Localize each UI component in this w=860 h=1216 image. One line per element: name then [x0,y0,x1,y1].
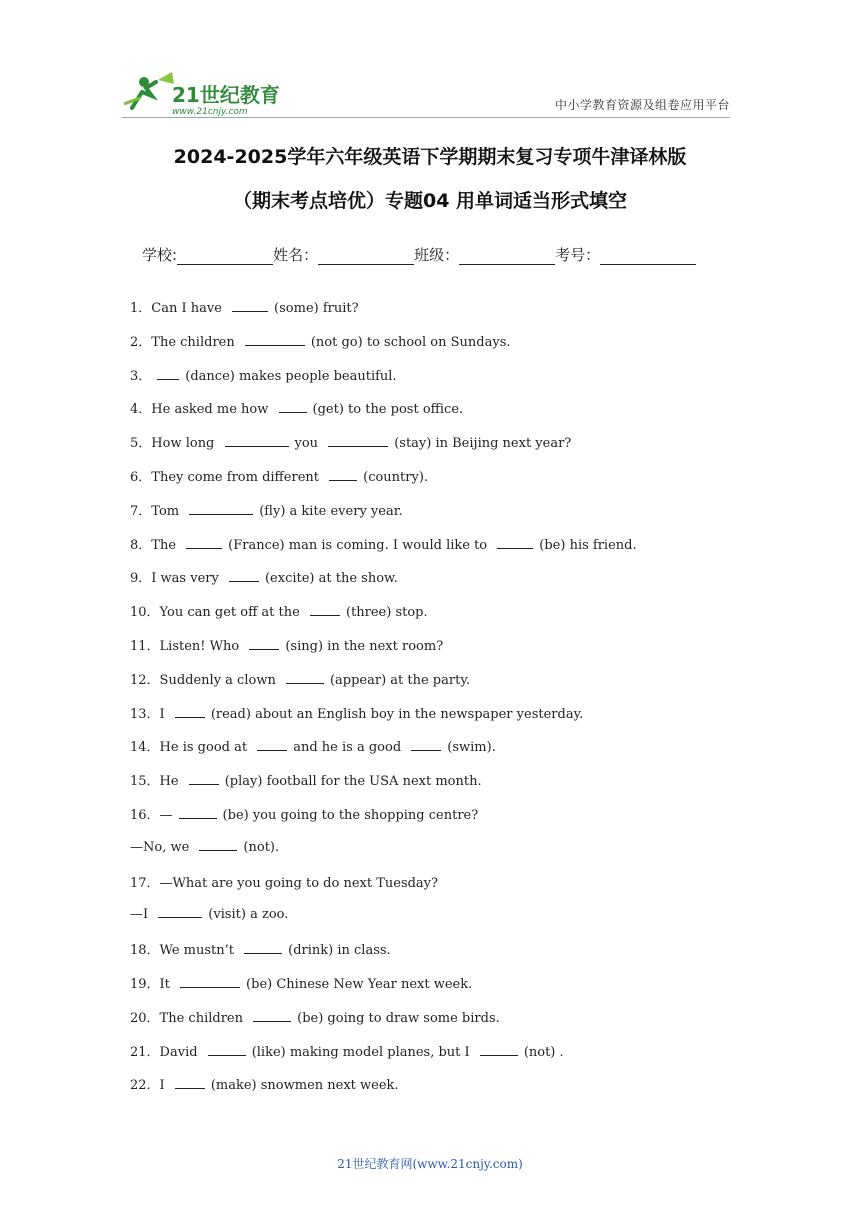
header-divider [122,117,730,118]
question-number: 6． [130,470,152,485]
school-field[interactable] [177,249,273,265]
site-logo [122,68,292,116]
answer-blank[interactable] [232,299,268,312]
question-number: 2． [130,334,152,350]
question-line [130,736,496,755]
question-line [130,905,288,922]
question-line [130,973,472,992]
answer-blank[interactable] [225,434,289,447]
answer-blank[interactable] [411,738,441,751]
question-text: (country). [363,470,429,485]
question-text: He asked me how [151,402,273,418]
question-text: (not) . [523,1044,564,1060]
question-text: (fly) a kite every year. [259,503,403,519]
school-label: 学校: [142,246,178,264]
question-line [130,770,482,789]
question-text: The children [151,334,239,350]
question-number: 13． [130,706,160,722]
question-text: (not go) to school on Sundays. [310,334,511,350]
question-text: Listen! Who [159,639,244,654]
question-text: It [159,977,175,992]
question-text: —I [130,907,153,923]
question-line [130,500,403,519]
logo-text: 21世纪教育 [172,83,280,107]
question-line [130,432,571,451]
question-line [130,466,428,485]
question-number: 4． [130,402,152,418]
question-line [130,669,470,688]
platform-name: 中小学教育资源及组卷应用平台 [554,98,730,112]
question-number: 20． [130,1010,160,1026]
answer-blank[interactable] [179,806,217,819]
question-text: (visit) a zoo. [208,907,289,923]
question-line [130,872,438,891]
question-text: (swim). [447,740,496,756]
question-number: 9． [130,571,152,587]
question-text: David [159,1044,202,1060]
question-text: They come from different [151,470,324,485]
question-text: — [159,808,173,823]
question-text: (be) going to draw some birds. [297,1010,500,1026]
question-text: (three) stop. [345,605,428,621]
question-line [130,398,463,417]
question-number: 22． [130,1078,160,1094]
question-text: The [151,537,181,553]
answer-blank[interactable] [245,333,305,346]
question-text: He is good at [159,740,252,756]
question-line [130,804,478,823]
question-text: (stay) in Beijing next year? [394,436,572,452]
class-field[interactable] [459,249,555,265]
answer-blank[interactable] [186,536,222,549]
question-text: (read) about an English boy in the newspaper yesterday. [210,706,584,722]
answer-blank[interactable] [157,367,179,380]
question-text: (drink) in class. [288,943,391,959]
question-text: (sing) in the next room? [285,639,444,654]
answer-blank[interactable] [189,502,253,515]
exam-no-label: 考号： [555,246,601,264]
question-text: (excite) at the show. [264,571,398,587]
answer-blank[interactable] [310,603,340,616]
question-text: (France) man is coming. I would like to [228,537,492,553]
answer-blank[interactable] [286,671,324,684]
question-text: You can get off at the [159,605,304,621]
answer-blank[interactable] [279,400,307,413]
question-line [130,1041,564,1060]
answer-blank[interactable] [229,569,259,582]
question-text: (some) fruit? [274,301,359,316]
question-line [130,1074,399,1093]
answer-blank[interactable] [253,1009,291,1022]
question-number: 12． [130,672,160,688]
answer-blank[interactable] [497,536,533,549]
logo-url: www.21cnjy.com [172,107,248,116]
question-line [130,703,583,722]
question-number: 17． [130,875,160,891]
question-text: He [159,774,183,790]
question-number: 8． [130,537,152,553]
question-number: 1． [130,301,152,316]
question-text: We mustn’t [159,943,239,959]
question-line [130,331,511,350]
question-text: Tom [151,503,184,519]
answer-blank[interactable] [175,1076,205,1089]
question-line [130,534,637,553]
footer-text: 21世纪教育网(www.21cnjy.com) [337,1157,523,1171]
answer-blank[interactable] [175,705,205,718]
question-text: The children [159,1010,248,1026]
question-line [130,365,397,384]
question-text: you [294,436,323,452]
question-text: How long [151,436,219,452]
question-number: 18． [130,943,160,959]
question-text: I was very [151,571,223,587]
answer-blank[interactable] [208,1043,246,1056]
answer-blank[interactable] [189,772,219,785]
question-text: —No, we [130,839,194,855]
question-line [130,635,443,654]
name-field[interactable] [318,249,414,265]
question-number: 19． [130,977,160,992]
question-text: (be) his friend. [539,537,637,553]
question-text: and he is a good [293,740,406,756]
answer-blank[interactable] [249,637,279,650]
page-title-line2: （期末考点培优）专题04 用单词适当形式填空 [232,190,628,212]
question-text: (be) you going to the shopping centre? [222,808,479,823]
question-text: (get) to the post office. [312,402,464,418]
question-text: —What are you going to do next Tuesday? [159,875,438,891]
question-text: I [159,1078,169,1094]
question-text: (make) snowmen next week. [210,1078,399,1094]
question-line [130,838,279,855]
question-number: 10． [130,605,160,621]
question-text: (be) Chinese New Year next week. [246,977,473,992]
answer-blank[interactable] [257,738,287,751]
question-text: (dance) makes people beautiful. [185,368,397,384]
answer-blank[interactable] [480,1043,518,1056]
question-number: 15． [130,774,160,790]
question-line [130,297,359,316]
class-label: 班级： [414,246,460,264]
question-number: 11． [130,639,160,654]
question-line [130,567,398,586]
answer-blank[interactable] [199,838,237,851]
student-info-row [142,244,696,265]
question-text: (appear) at the party. [329,672,471,688]
question-number: 21． [130,1044,160,1060]
answer-blank[interactable] [244,941,282,954]
page-title-line1: 2024-2025学年六年级英语下学期期末复习专项牛津译林版 [173,146,687,168]
question-text: (like) making model planes, but I [251,1044,474,1060]
question-text: I [159,706,169,722]
question-text: (not). [243,839,280,855]
question-number: 5． [130,436,152,452]
question-text: Can I have [151,301,227,316]
answer-blank[interactable] [328,434,388,447]
exam-no-field[interactable] [600,249,696,265]
answer-blank[interactable] [329,468,357,481]
question-number: 3． [130,368,152,384]
question-line [130,1007,500,1026]
question-line [130,939,391,958]
name-label: 姓名： [273,246,319,264]
question-text: (play) football for the USA next month. [224,774,482,790]
question-number: 14． [130,740,160,756]
question-number: 16． [130,808,160,823]
question-line [130,601,428,620]
answer-blank[interactable] [180,975,240,988]
question-number: 7． [130,503,152,519]
answer-blank[interactable] [158,905,202,918]
question-text: Suddenly a clown [159,672,280,688]
